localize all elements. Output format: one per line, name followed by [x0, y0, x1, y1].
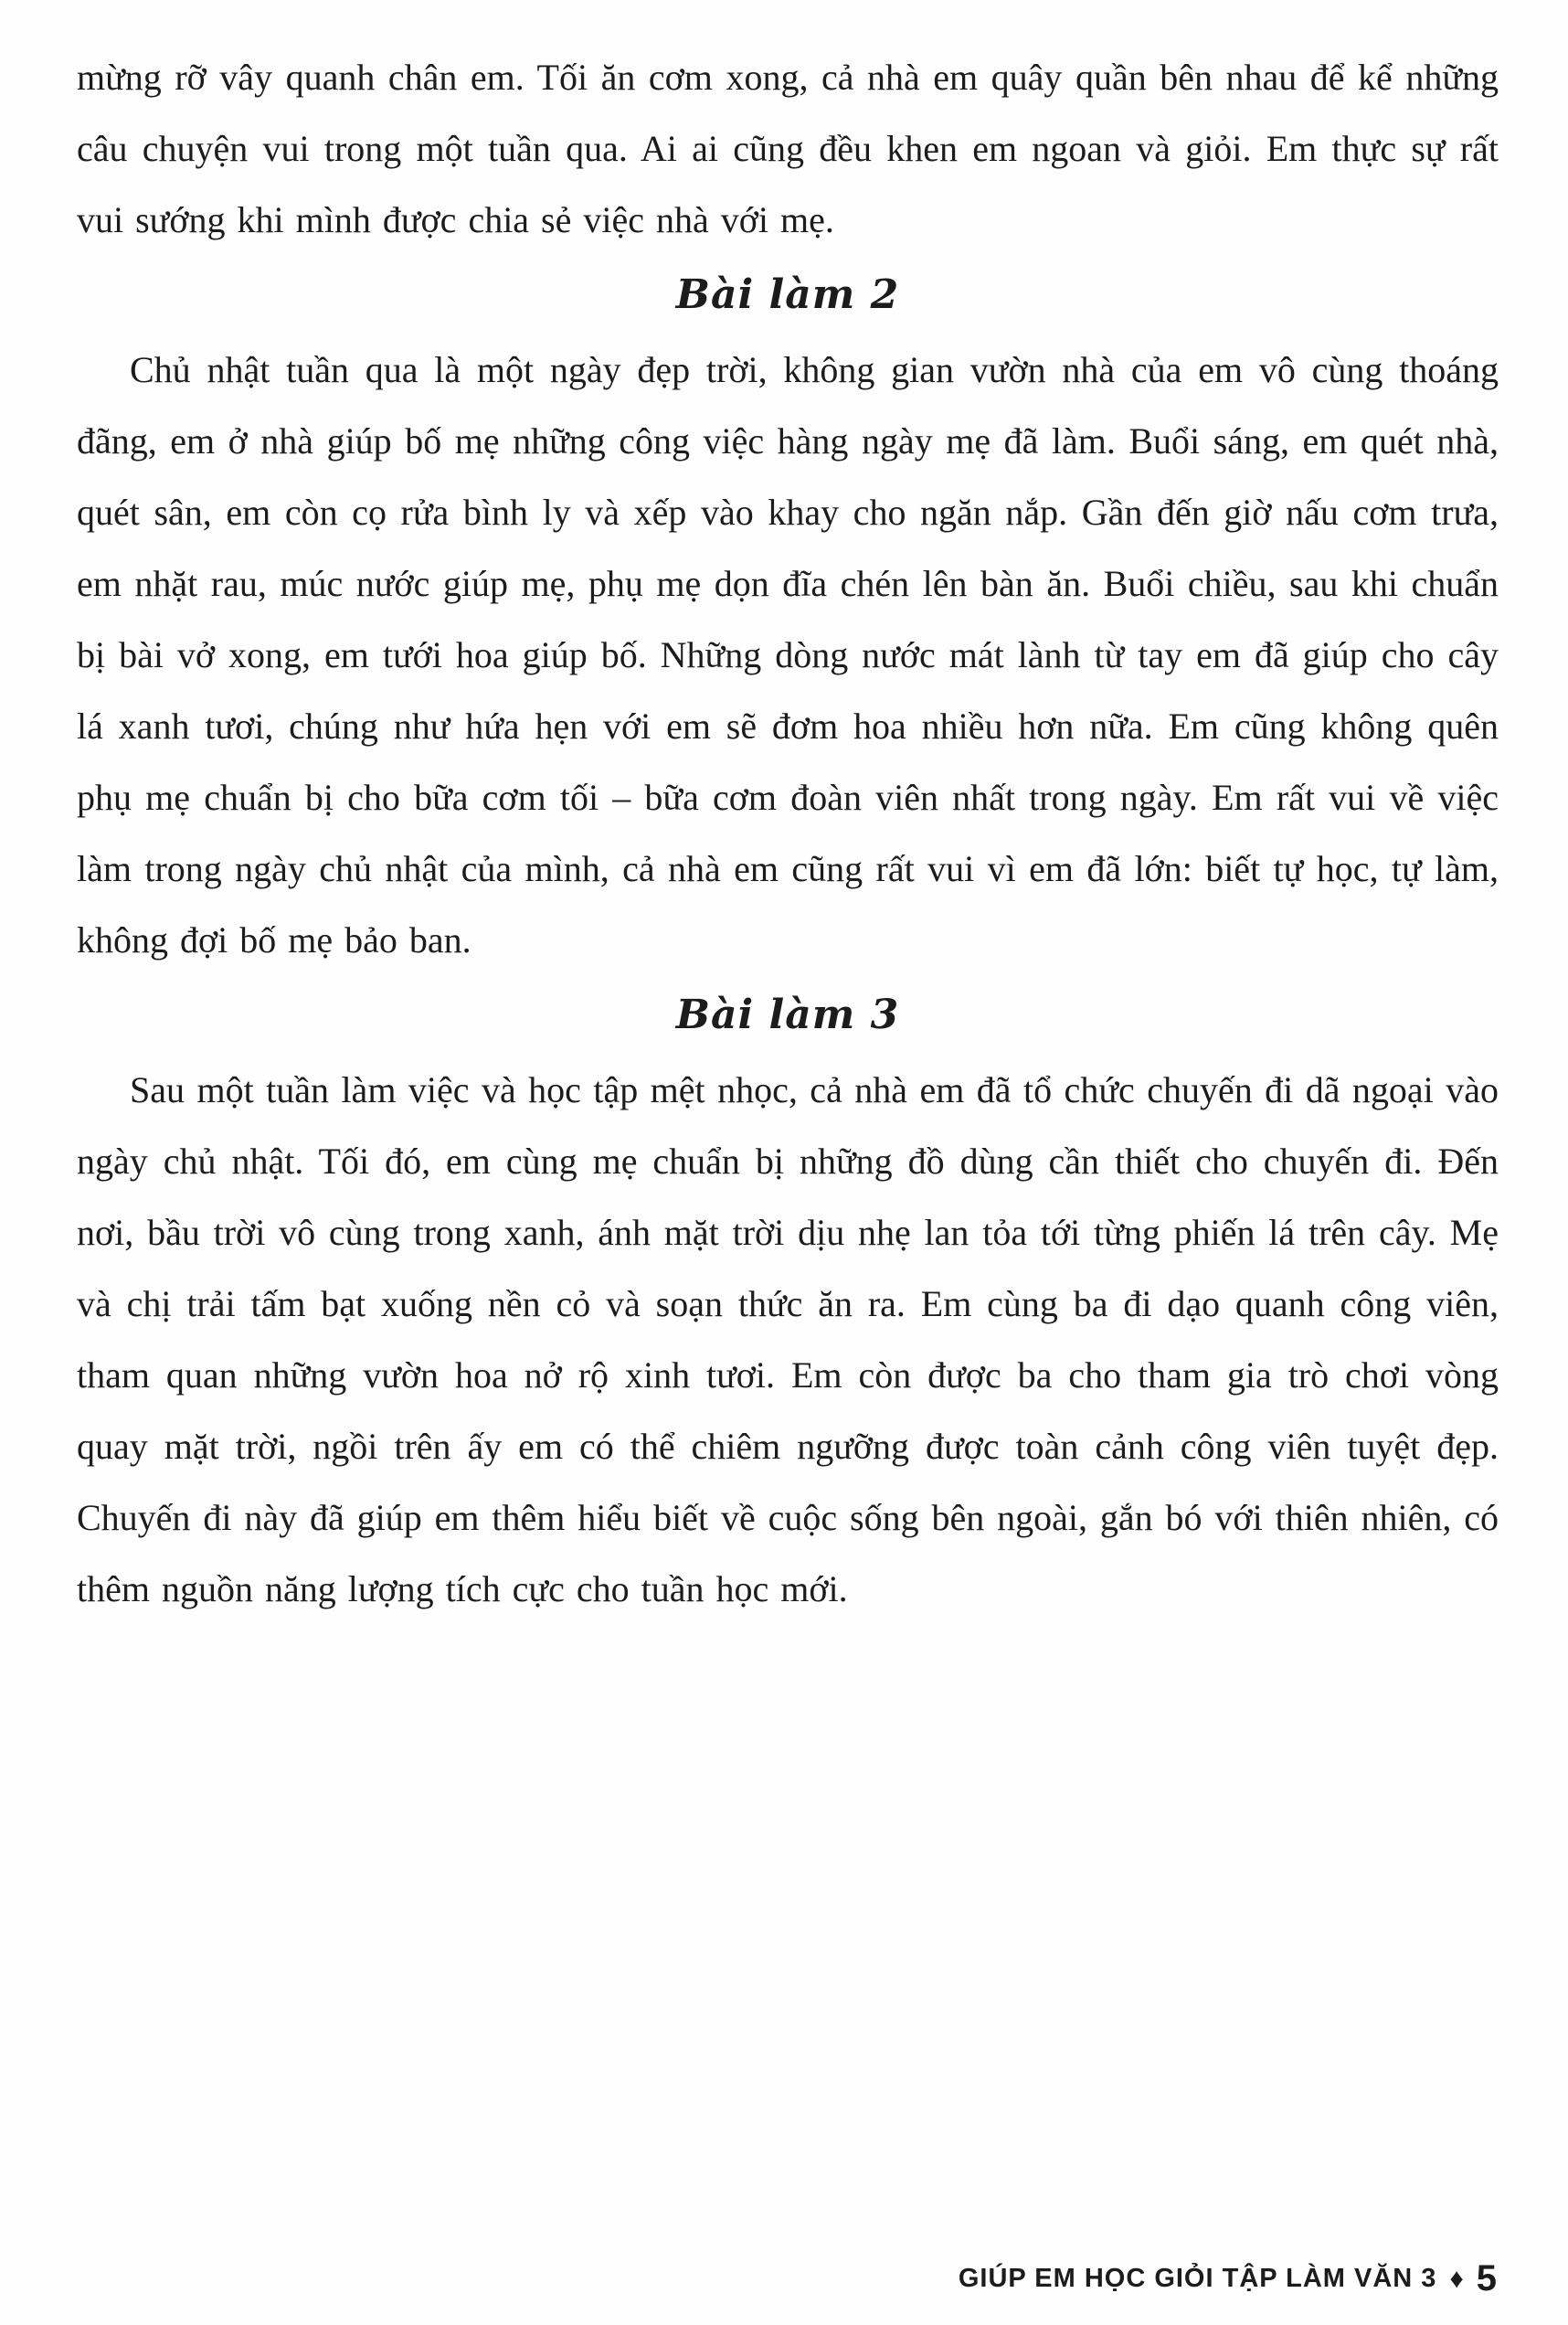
footer-book-title: GIÚP EM HỌC GIỎI TẬP LÀM VĂN 3 [958, 2264, 1437, 2293]
paragraph-continuation: mừng rỡ vây quanh chân em. Tối ăn cơm xong, cả nhà em quây quần bên nhau để kể những câu chuyện vui trong một tuần qua. Ai ai cũng đều khen em ngoan và giỏi. Em thực sự rất vui sướng khi mình được chia sẻ việc nhà với mẹ. [77, 57, 1499, 240]
page-number: 5 [1476, 2258, 1497, 2298]
section-heading-bai-lam-3: Bài làm 3 [675, 992, 900, 1038]
diamond-icon: ♦ [1449, 2263, 1464, 2294]
paragraph-bai-lam-3: Sau một tuần làm việc và học tập mệt nhọc, cả nhà em đã tổ chức chuyến đi dã ngoại vào ngày chủ nhật. Tối đó, em cùng mẹ chuẩn bị những đồ dùng cần thiết cho chuyến đi. Đến nơi, bầu trời vô cùng trong xanh, ánh mặt trời dịu nhẹ lan tỏa tới từng phiến lá trên cây. Mẹ và chị trải tấm bạt xuống nền cỏ và soạn thức ăn ra. Em cùng ba đi dạo quanh công viên, tham quan những vườn hoa nở rộ xinh tươi. Em còn được ba cho tham gia trò chơi vòng quay mặt trời, ngồi trên ấy em có thể chiêm ngưỡng được toàn cảnh công viên tuyệt đẹp. Chuyến đi này đã giúp em thêm hiểu biết về cuộc sống bên ngoài, gắn bó với thiên nhiên, có thêm nguồn năng lượng tích cực cho tuần học mới. [77, 1069, 1499, 1609]
page-footer [959, 2258, 1497, 2299]
section-heading-bai-lam-2: Bài làm 2 [675, 271, 900, 318]
paragraph-bai-lam-2: Chủ nhật tuần qua là một ngày đẹp trời, không gian vườn nhà của em vô cùng thoáng đãng, em ở nhà giúp bố mẹ những công việc hàng ngày mẹ đã làm. Buổi sáng, em quét nhà, quét sân, em còn cọ rửa bình ly và xếp vào khay cho ngăn nắp. Gần đến giờ nấu cơm trưa, em nhặt rau, múc nước giúp mẹ, phụ mẹ dọn đĩa chén lên bàn ăn. Buổi chiều, sau khi chuẩn bị bài vở xong, em tưới hoa giúp bố. Những dòng nước mát lành từ tay em đã giúp cho cây lá xanh tươi, chúng như hứa hẹn với em sẽ đơm hoa nhiều hơn nữa. Em cũng không quên phụ mẹ chuẩn bị cho bữa cơm tối – bữa cơm đoàn viên nhất trong ngày. Em rất vui về việc làm trong ngày chủ nhật của mình, cả nhà em cũng rất vui vì em đã lớn: biết tự học, tự làm, không đợi bố mẹ bảo ban. [77, 349, 1499, 961]
